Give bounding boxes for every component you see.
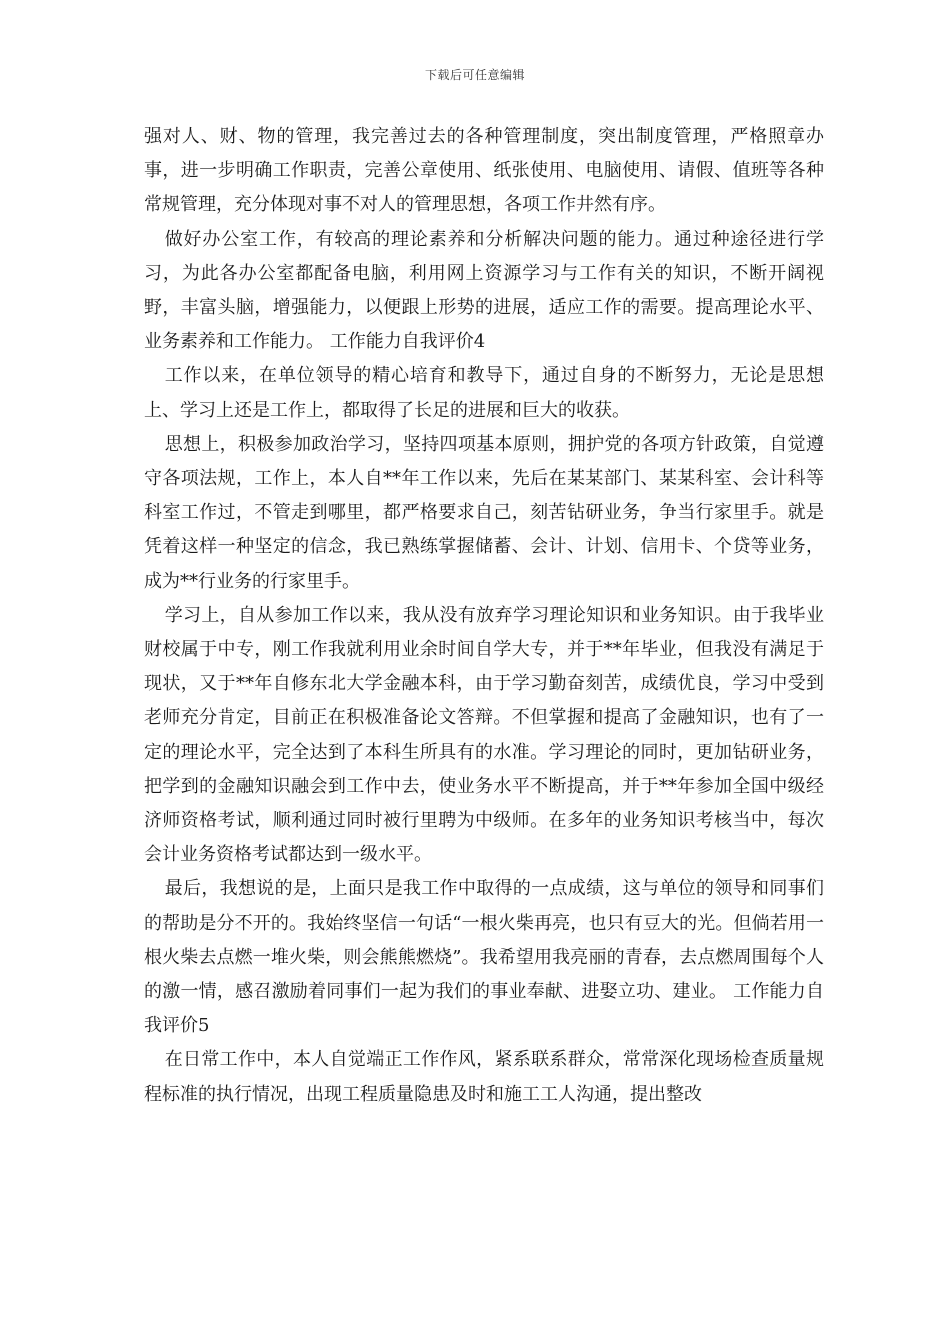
paragraph-1: 强对人、财、物的管理，我完善过去的各种管理制度，突出制度管理，严格照章办事，进一步明确工作职责，完善公章使用、纸张使用、电脑使用、请假、值班等各种常规管理，充分体现对事不对人的管理思想，各项工作井然有序。 [144, 126, 824, 216]
paragraph-4: 思想上，积极参加政治学习，坚持四项基本原则，拥护党的各项方针政策，自觉遵守各项法规，工作上，本人自**年工作以来，先后在某某部门、某某科室、会计科等科室工作过，不管走到哪里，都严格要求自己，刻苦钻研业务，争当行家里手。就是凭着这样一种坚定的信念，我已熟练掌握储蓄、会计、计划、信用卡、个贷等业务，成为**行业务的行家里手。 [144, 433, 824, 592]
paragraph-2: 做好办公室工作，有较高的理论素养和分析解决问题的能力。通过种途径进行学习，为此各办公室都配备电脑，利用网上资源学习与工作有关的知识，不断开阔视野，丰富头脑，增强能力，以便跟上形势的进展，适应工作的需要。提高理论水平、业务素养和工作能力。 工作能力自我评价4 [144, 228, 824, 353]
paragraph-7: 在日常工作中，本人自觉端正工作作风，紧系联系群众，常常深化现场检查质量规程标准的执行情况，出现工程质量隐患及时和施工工人沟通，提出整改 [144, 1049, 824, 1105]
document-body [144, 120, 824, 1112]
header-note: 下载后可任意编辑 [424, 68, 525, 82]
paragraph-6: 最后，我想说的是，上面只是我工作中取得的一点成绩，这与单位的领导和同事们的帮助是分不开的。我始终坚信一句话“一根火柴再亮，也只有豆大的光。但倘若用一根火柴去点燃一堆火柴，则会熊熊燃烧”。我希望用我亮丽的青春，去点燃周围每个人的激一情，感召激励着同事们一起为我们的事业奉献、进娶立功、建业。 工作能力自我评价5 [144, 878, 824, 1037]
paragraph-5: 学习上，自从参加工作以来，我从没有放弃学习理论知识和业务知识。由于我毕业财校属于中专，刚工作我就利用业余时间自学大专，并于**年毕业，但我没有满足于现状，又于**年自修东北大学金融本科，由于学习勤奋刻苦，成绩优良，学习中受到老师充分肯定，目前正在积极准备论文答辩。不但掌握和提高了金融知识，也有了一定的理论水平，完全达到了本科生所具有的水准。学习理论的同时，更加钻研业务，把学到的金融知识融会到工作中去，使业务水平不断提高，并于**年参加全国中级经济师资格考试，顺利通过同时被行里聘为中级师。在多年的业务知识考核当中，每次会计业务资格考试都达到一级水平。 [144, 604, 824, 866]
paragraph-3: 工作以来，在单位领导的精心培育和教导下，通过自身的不断努力，无论是思想上、学习上还是工作上，都取得了长足的进展和巨大的收获。 [144, 365, 824, 421]
